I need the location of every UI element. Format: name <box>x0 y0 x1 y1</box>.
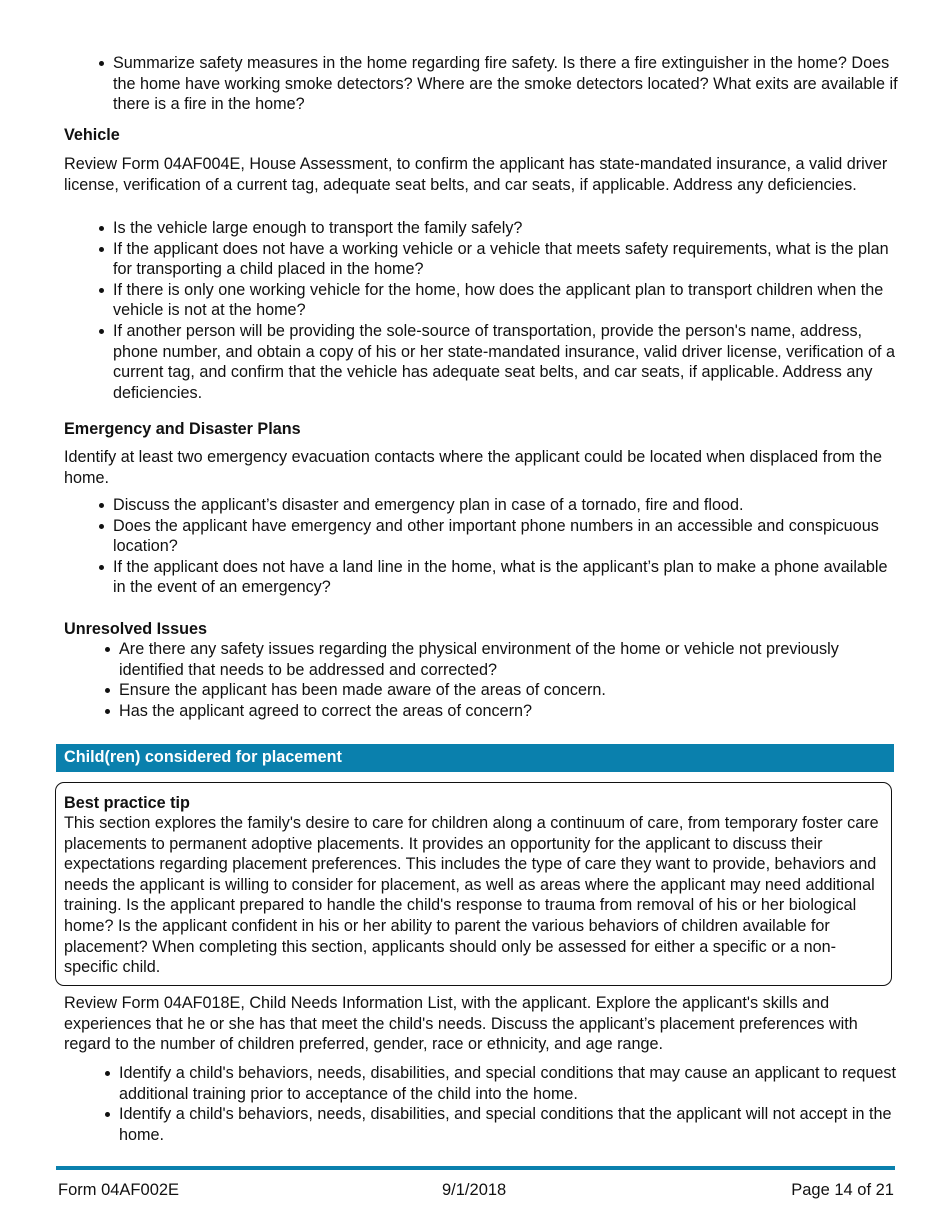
footer-form-number: Form 04AF002E <box>58 1181 180 1199</box>
fire-safety-list <box>113 53 903 115</box>
tip-body: This section explores the family's desire to care for children along a continuum of care, from temporary foster care placements to permanent adoptive placements. It provides an opportunity for the applicant to discuss their expectations regarding placement preferences. This includes the type of care they want to provide, behaviors and needs the applicant is willing to consider for placement, as well as areas where the applicant may need additional training. Is the applicant prepared to handle the child's response to trauma from removal of his or her biological home? Is the applicant confident in his or her ability to parent the various behaviors of children available for placement? When completing this section, applicants should only be assessed for either a specific or a non-specific child. <box>64 814 879 977</box>
section-heading-unresolved: Unresolved Issues <box>64 620 208 638</box>
placement-intro: Review Form 04AF018E, Child Needs Information List, with the applicant. Explore the applicant's skills and experiences that he or she has that meet the child's needs. Discuss the applicant’s placement preferences with regard to the number of children preferred, gender, race or ethnicity, and age range. <box>64 994 858 1054</box>
footer-date: 9/1/2018 <box>442 1181 507 1199</box>
section-banner-placement <box>56 744 894 772</box>
section-heading-vehicle: Vehicle <box>64 126 120 144</box>
banner-title: Child(ren) considered for placement <box>64 748 342 766</box>
list-item: Identify a child's behaviors, needs, disabilities, and special conditions that the applicant will not accept in the home. <box>119 1104 899 1145</box>
list-item: Has the applicant agreed to correct the areas of concern? <box>119 701 899 722</box>
list-item: If the applicant does not have a working vehicle or a vehicle that meets safety requirements, what is the plan for transporting a child placed in the home? <box>113 239 903 280</box>
list-item: Does the applicant have emergency and other important phone numbers in an accessible and conspicuous location? <box>113 516 903 557</box>
list-item: Identify a child's behaviors, needs, disabilities, and special conditions that may cause an applicant to request additional training prior to acceptance of the child into the home. <box>119 1063 899 1104</box>
list-item: Summarize safety measures in the home regarding fire safety. Is there a fire extinguisher in the home? Does the home have working smoke detectors? Where are the smoke detectors located? What exits are available if there is a fire in the home? <box>113 53 903 115</box>
tip-title: Best practice tip <box>64 794 190 812</box>
footer-page-number: Page 14 of 21 <box>791 1181 894 1199</box>
list-item: If another person will be providing the sole-source of transportation, provide the person's name, address, phone number, and obtain a copy of his or her state-mandated insurance, valid driver license, verification of a current tag, and confirm that the vehicle has adequate seat belts, and car seats, if applicable. Address any deficiencies. <box>113 321 903 403</box>
best-practice-tip-box <box>55 782 892 986</box>
list-item: If there is only one working vehicle for the home, how does the applicant plan to transport children when the vehicle is not at the home? <box>113 280 903 321</box>
unresolved-list <box>119 639 899 721</box>
vehicle-list <box>113 218 903 403</box>
emergency-list <box>113 495 903 598</box>
list-item: Ensure the applicant has been made aware of the areas of concern. <box>119 680 899 701</box>
placement-list <box>119 1063 899 1145</box>
list-item: Discuss the applicant’s disaster and emergency plan in case of a tornado, fire and flood. <box>113 495 903 516</box>
footer-divider <box>56 1166 895 1170</box>
emergency-intro: Identify at least two emergency evacuation contacts where the applicant could be located when displaced from the home. <box>64 448 882 487</box>
vehicle-intro: Review Form 04AF004E, House Assessment, to confirm the applicant has state-mandated insurance, a valid driver license, verification of a current tag, adequate seat belts, and car seats, if applicable. Address any deficiencies. <box>64 155 888 194</box>
list-item: If the applicant does not have a land line in the home, what is the applicant’s plan to make a phone available in the event of an emergency? <box>113 557 903 598</box>
list-item: Are there any safety issues regarding the physical environment of the home or vehicle not previously identified that needs to be addressed and corrected? <box>119 639 899 680</box>
section-heading-emergency: Emergency and Disaster Plans <box>64 420 301 438</box>
list-item: Is the vehicle large enough to transport the family safely? <box>113 218 903 239</box>
